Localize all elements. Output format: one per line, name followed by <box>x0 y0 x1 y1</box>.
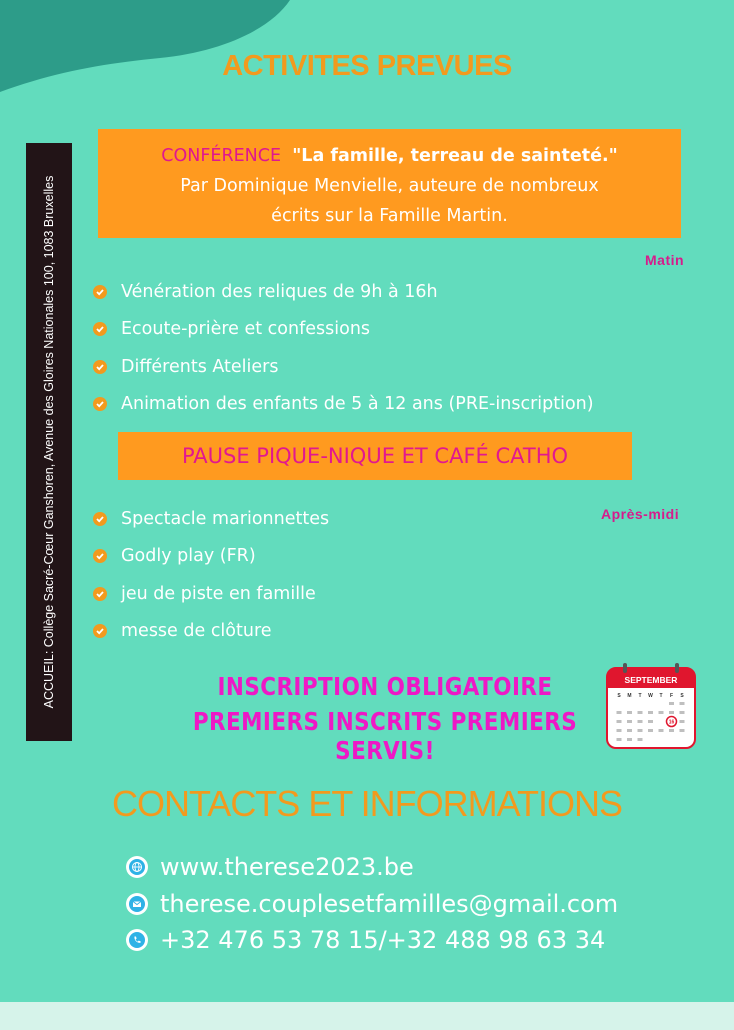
afternoon-list <box>93 500 329 650</box>
conference-quote: "La famille, terreau de sainteté." <box>292 146 618 166</box>
bottom-band <box>0 1002 734 1030</box>
calendar-weekday: T <box>659 693 663 699</box>
list-item-label: Godly play (FR) <box>121 546 256 567</box>
calendar-weekday: W <box>648 693 653 699</box>
calendar-highlighted-day: 16 <box>668 719 675 726</box>
inscription-first-come: PREMIERS INSCRITS PREMIERS SERVIS! <box>192 707 578 765</box>
address-sidebar <box>26 143 72 741</box>
list-item <box>93 386 594 424</box>
list-item <box>93 311 594 349</box>
check-icon <box>93 587 107 601</box>
check-icon <box>93 360 107 374</box>
calendar-month: SEPTEMBER <box>624 675 678 685</box>
morning-label: Matin <box>645 252 685 268</box>
phone-numbers[interactable]: +32 476 53 78 15/+32 488 98 63 34 <box>160 926 606 954</box>
contacts-title: CONTACTS ET INFORMATIONS <box>111 783 622 824</box>
pause-banner: PAUSE PIQUE-NIQUE ET CAFÉ CATHO <box>118 432 632 480</box>
morning-list <box>93 273 594 423</box>
calendar-icon <box>605 662 697 750</box>
list-item-label: Vénération des reliques de 9h à 16h <box>121 281 438 302</box>
calendar-weekday: F <box>669 693 674 699</box>
conference-line-1 <box>98 141 681 171</box>
inscription-required: INSCRIPTION OBLIGATOIRE <box>217 672 553 701</box>
conference-line-2: Par Dominique Menvielle, auteure de nombreux <box>180 176 599 196</box>
website-link[interactable]: www.therese2023.be <box>160 853 414 881</box>
list-item-label: messe de clôture <box>121 621 272 642</box>
list-item <box>93 500 329 538</box>
phone-row <box>126 926 605 954</box>
list-item <box>93 273 594 311</box>
conference-line-3: écrits sur la Famille Martin. <box>271 206 508 226</box>
list-item-label: Différents Ateliers <box>121 356 279 377</box>
mail-icon <box>126 893 148 915</box>
calendar-weekday: S <box>617 693 621 699</box>
check-icon <box>93 322 107 336</box>
check-icon <box>93 512 107 526</box>
calendar-weekday: S <box>680 693 684 699</box>
address-text: ACCUEIL: Collège Sacré-Cœur Ganshoren, Avenue des Gloires Nationales 100, 1083 Bruxelles <box>42 175 56 709</box>
website-row <box>126 853 414 881</box>
page-title: ACTIVITES PREVUES <box>222 50 512 82</box>
list-item-label: Spectacle marionnettes <box>121 508 330 529</box>
calendar-weekday: T <box>638 693 642 699</box>
calendar-weekday: M <box>627 693 632 699</box>
check-icon <box>93 549 107 563</box>
email-row <box>126 890 618 918</box>
globe-icon <box>126 856 148 878</box>
email-link[interactable]: therese.couplesetfamilles@gmail.com <box>160 890 619 918</box>
list-item <box>93 575 329 613</box>
list-item <box>93 348 594 386</box>
check-icon <box>93 285 107 299</box>
conference-box <box>98 129 681 238</box>
list-item-label: Animation des enfants de 5 à 12 ans (PRE-inscription) <box>121 394 594 415</box>
phone-icon <box>126 929 148 951</box>
check-icon <box>93 624 107 638</box>
list-item-label: Ecoute-prière et confessions <box>121 319 371 340</box>
list-item-label: jeu de piste en famille <box>121 583 316 604</box>
list-item <box>93 613 329 651</box>
afternoon-label: Après-midi <box>601 506 680 522</box>
conference-keyword: CONFÉRENCE <box>161 146 282 166</box>
list-item <box>93 538 329 576</box>
check-icon <box>93 397 107 411</box>
